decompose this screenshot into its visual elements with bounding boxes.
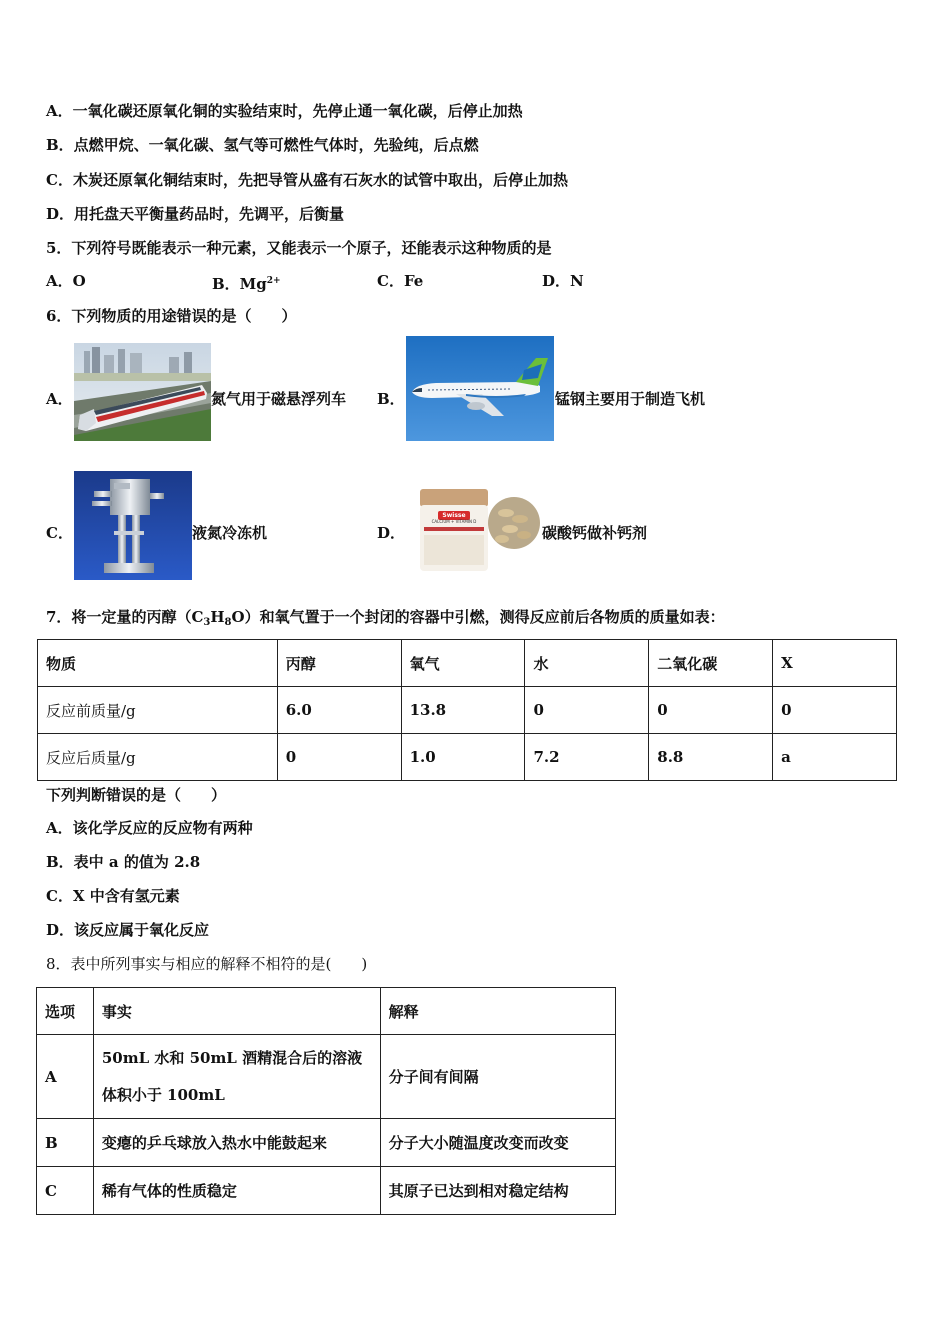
bottle-brand-text: Swisse xyxy=(442,512,466,519)
explain-cell: 分子大小随温度改变而改变 xyxy=(380,1119,615,1167)
calcium-bottle-image xyxy=(414,483,540,578)
q6-c-letter: C． xyxy=(46,524,73,542)
fact-cell xyxy=(93,1035,380,1119)
option-cell: C xyxy=(37,1167,94,1215)
q7-stem xyxy=(46,607,725,633)
header-cell: 选项 xyxy=(37,988,94,1035)
q5-option-c: C．Fe xyxy=(377,272,424,290)
table-cell: 6.0 xyxy=(277,687,401,734)
q7-question: 下列判断错误的是（ ） xyxy=(46,786,227,804)
fact-line-1: 50mL 水和 50mL 酒精混合后的溶液 xyxy=(101,1048,363,1067)
table-row xyxy=(37,1035,616,1119)
q4-option-a: A．一氧化碳还原氧化铜的实验结束时，先停止通一氧化碳，后停止加热 xyxy=(46,102,523,120)
q7-sub-3: 3 xyxy=(203,617,211,628)
table-header-row xyxy=(38,640,897,687)
explain-cell: 其原子已达到相对稳定结构 xyxy=(380,1167,615,1215)
option-cell: B xyxy=(37,1119,94,1167)
header-cell: 物质 xyxy=(38,640,278,687)
table-cell: 0 xyxy=(773,687,897,734)
table-cell: a xyxy=(773,734,897,781)
q6-d-text: 碳酸钙做补钙剂 xyxy=(542,524,648,542)
q6-b-letter: B． xyxy=(377,390,405,408)
q6-b-text: 锰钢主要用于制造飞机 xyxy=(555,390,706,408)
table-row xyxy=(38,687,897,734)
table-cell: 7.2 xyxy=(525,734,649,781)
q5-option-b-text: B．Mg xyxy=(212,275,267,293)
q8-stem: 8．表中所列事实与相应的解释不相符的是( ) xyxy=(46,955,368,973)
header-cell: 水 xyxy=(525,640,649,687)
q6-a-text: 氮气用于磁悬浮列车 xyxy=(211,390,347,408)
table-cell: 8.8 xyxy=(649,734,773,781)
q4-option-c: C．木炭还原氧化铜结束时，先把导管从盛有石灰水的试管中取出，后停止加热 xyxy=(46,171,568,189)
header-cell: 事实 xyxy=(93,988,380,1035)
q5-option-b-charge: 2+ xyxy=(266,276,281,286)
table-row xyxy=(37,1167,616,1215)
q7-stem-part2: H xyxy=(210,608,225,626)
fact-cell: 变瘪的乒乓球放入热水中能鼓起来 xyxy=(93,1119,380,1167)
table-row xyxy=(38,734,897,781)
header-cell: 氧气 xyxy=(401,640,525,687)
q5-stem: 5．下列符号既能表示一种元素，又能表示一个原子，还能表示这种物质的是 xyxy=(46,239,552,257)
q7-option-b: B．表中 a 的值为 2.8 xyxy=(46,853,201,871)
q4-option-b: B．点燃甲烷、一氧化碳、氢气等可燃性气体时，先验纯，后点燃 xyxy=(46,136,479,154)
fact-cell: 稀有气体的性质稳定 xyxy=(93,1167,380,1215)
q7-stem-part1: 7．将一定量的丙醇（C xyxy=(46,608,204,626)
table-cell: 1.0 xyxy=(401,734,525,781)
fact-line-2: 体积小于 100mL xyxy=(101,1085,225,1104)
header-cell: X xyxy=(773,640,897,687)
q6-d-letter: D． xyxy=(377,524,406,542)
q5-option-a: A．O xyxy=(46,272,86,290)
q7-mass-table xyxy=(37,639,897,781)
q5-option-b xyxy=(212,271,281,294)
table-cell: 0 xyxy=(277,734,401,781)
bottle-label-text: CALCIUM + VITAMIN D xyxy=(431,519,477,524)
header-cell: 解释 xyxy=(380,988,615,1035)
header-cell: 丙醇 xyxy=(277,640,401,687)
q7-sub-8: 8 xyxy=(224,617,232,628)
q4-option-d: D．用托盘天平衡量药品时，先调平，后衡量 xyxy=(46,205,345,223)
airplane-image xyxy=(406,336,554,441)
table-row xyxy=(37,1119,616,1167)
q7-option-c: C．X 中含有氢元素 xyxy=(46,887,180,905)
row-label: 反应后质量/g xyxy=(38,734,278,781)
table-header-row xyxy=(37,988,616,1035)
q7-option-a: A．该化学反应的反应物有两种 xyxy=(46,819,253,837)
table-cell: 0 xyxy=(649,687,773,734)
q5-option-d: D．N xyxy=(542,272,584,290)
explain-cell: 分子间有间隔 xyxy=(380,1035,615,1119)
row-label: 反应前质量/g xyxy=(38,687,278,734)
q7-option-d: D．该反应属于氧化反应 xyxy=(46,921,210,939)
q6-c-text: 液氮冷冻机 xyxy=(192,524,268,542)
maglev-train-image xyxy=(74,343,211,441)
q6-stem: 6．下列物质的用途错误的是（ ） xyxy=(46,307,297,325)
q7-stem-part3: O）和氧气置于一个封闭的容器中引燃，测得反应前后各物质的质量如表： xyxy=(231,608,725,626)
q6-a-letter: A． xyxy=(46,390,73,408)
freezer-image xyxy=(74,471,192,580)
option-cell: A xyxy=(37,1035,94,1119)
table-cell: 13.8 xyxy=(401,687,525,734)
table-cell: 0 xyxy=(525,687,649,734)
header-cell: 二氧化碳 xyxy=(649,640,773,687)
q8-table xyxy=(36,987,616,1215)
